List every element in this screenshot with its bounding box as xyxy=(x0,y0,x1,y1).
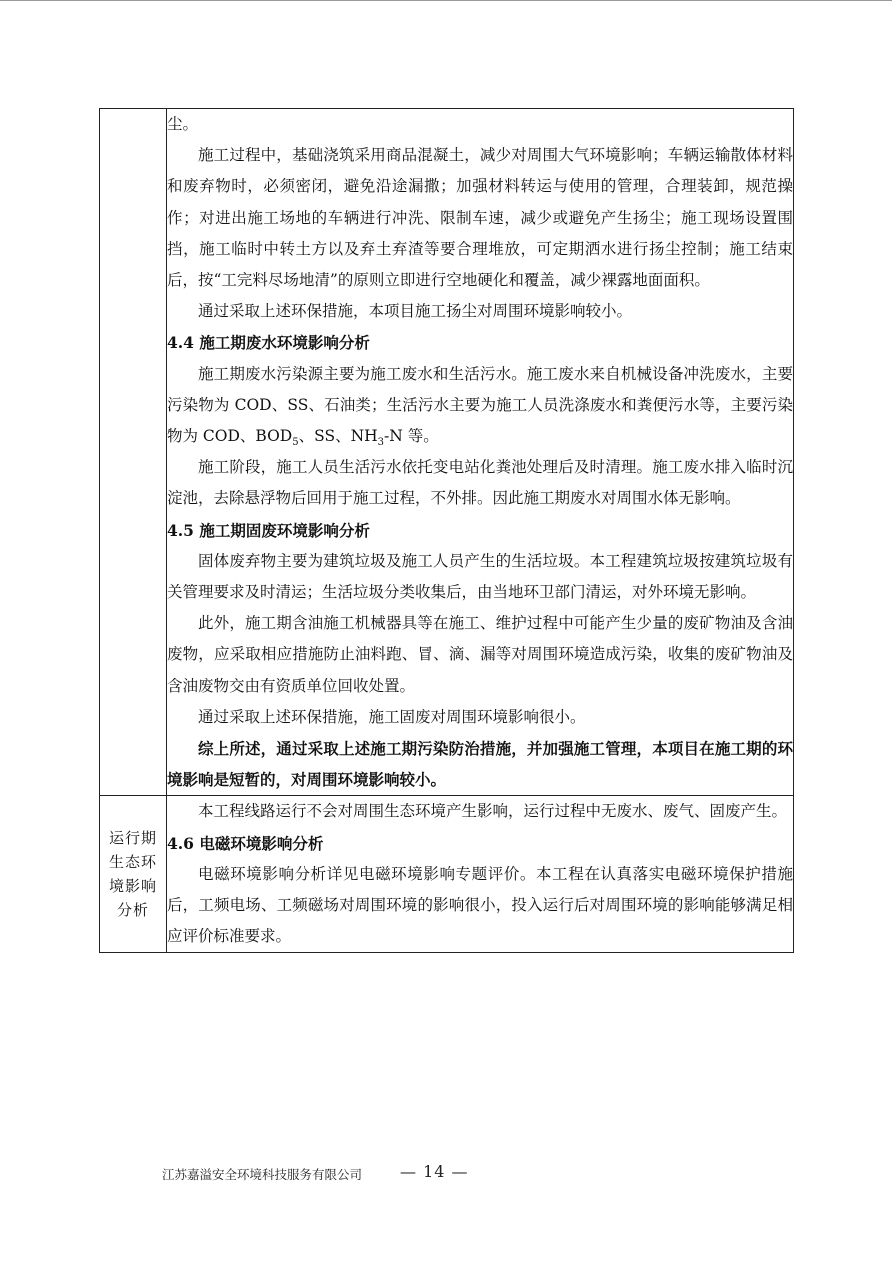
paragraph-operation-ecology: 本工程线路运行不会对周围生态环境产生影响，运行过程中无废水、废气、固废产生。 xyxy=(198,802,788,821)
paragraph-oil-waste: 此外，施工期含油施工机械器具等在施工、维护过程中可能产生少量的废矿物油及含油废物，应采取相应措施防止油料跑、冒、滴、漏等对周围环境造成污染，收集的废矿物油及含油废物交由有资质单位回收处置。 xyxy=(167,614,793,695)
footer-company-name: 江苏嘉溢安全环境科技服务有限公司 xyxy=(162,1167,363,1182)
operation-label: 运行期生态环境影响分析 xyxy=(108,829,157,920)
top-rule xyxy=(0,0,892,1)
paragraph-solid-waste-conclusion: 通过采取上述环保措施，施工固废对周围环境影响很小。 xyxy=(198,707,586,726)
operation-content-cell xyxy=(167,796,794,953)
text-run: 、SS、NH xyxy=(298,427,378,446)
heading-4-4: 4.4 施工期废水环境影响分析 xyxy=(167,333,370,353)
label-cell-operation xyxy=(100,796,167,953)
text-run: -N 等。 xyxy=(384,427,439,446)
paragraph-electromagnetic: 电磁环境影响分析详见电磁环境影响专题评价。本工程在认真落实电磁环境保护措施后，工频电场、工频磁场对周围环境的影响很小，投入运行后对周围环境的影响能够满足相应评价标准要求。 xyxy=(167,864,793,946)
label-cell-empty xyxy=(100,109,167,796)
paragraph-wastewater-sources xyxy=(167,359,793,453)
paragraph-wastewater-treatment: 施工阶段，施工人员生活污水依托变电站化粪池处理后及时清理。施工废水排入临时沉淀池，去除悬浮物后回用于施工过程，不外排。因此施工期废水对周围水体无影响。 xyxy=(167,458,793,508)
page-footer xyxy=(0,1162,892,1192)
table-row-operation xyxy=(100,796,794,953)
table-row-construction xyxy=(100,109,794,796)
subscript-3: 3 xyxy=(377,437,385,449)
construction-content-cell xyxy=(167,109,794,796)
paragraph-continuation: 尘。 xyxy=(167,115,199,133)
subscript-5: 5 xyxy=(292,437,299,449)
paragraph-solid-waste: 固体废弃物主要为建筑垃圾及施工人员产生的生活垃圾。本工程建筑垃圾按建筑垃圾有关管理要求及时清运；生活垃圾分类收集后，由当地环卫部门清运，对外环境无影响。 xyxy=(167,551,793,602)
paragraph-dust-conclusion: 通过采取上述环保措施，本项目施工扬尘对周围环境影响较小。 xyxy=(198,302,633,321)
paragraph-dust-measures: 施工过程中，基础浇筑采用商品混凝土，减少对周围大气环境影响；车辆运输散体材料和废弃物时，必须密闭，避免沿途漏撒；加强材料转运与使用的管理，合理装卸，规范操作；对进出施工场地的车辆进行冲洗、限制车速，减少或避免产生扬尘；施工现场设置围挡，施工临时中转土方以及弃土弃渣等要合理堆放，可定期洒水进行扬尘控制；施工结束后，按“工完料尽场地清”的原则立即进行空地硬化和覆盖，减少裸露地面面积。 xyxy=(167,146,793,290)
page-number: — 14 — xyxy=(400,1162,469,1181)
heading-4-5: 4.5 施工期固废环境影响分析 xyxy=(167,520,370,540)
content-table xyxy=(99,108,794,953)
paragraph-summary: 综上所述，通过采取上述施工期污染防治措施，并加强施工管理，本项目在施工期的环境影响是短暂的，对周围环境影响较小。 xyxy=(167,739,793,790)
heading-4-6: 4.6 电磁环境影响分析 xyxy=(167,833,324,853)
text-run: 施工期废水污染源主要为施工废水和生活污水。施工废水来自机械设备冲洗废水，主要污染物为 COD、SS、石油类；生活污水主要为施工人员洗涤废水和粪便污水等，主要污染物为 COD、BOD xyxy=(167,364,793,446)
